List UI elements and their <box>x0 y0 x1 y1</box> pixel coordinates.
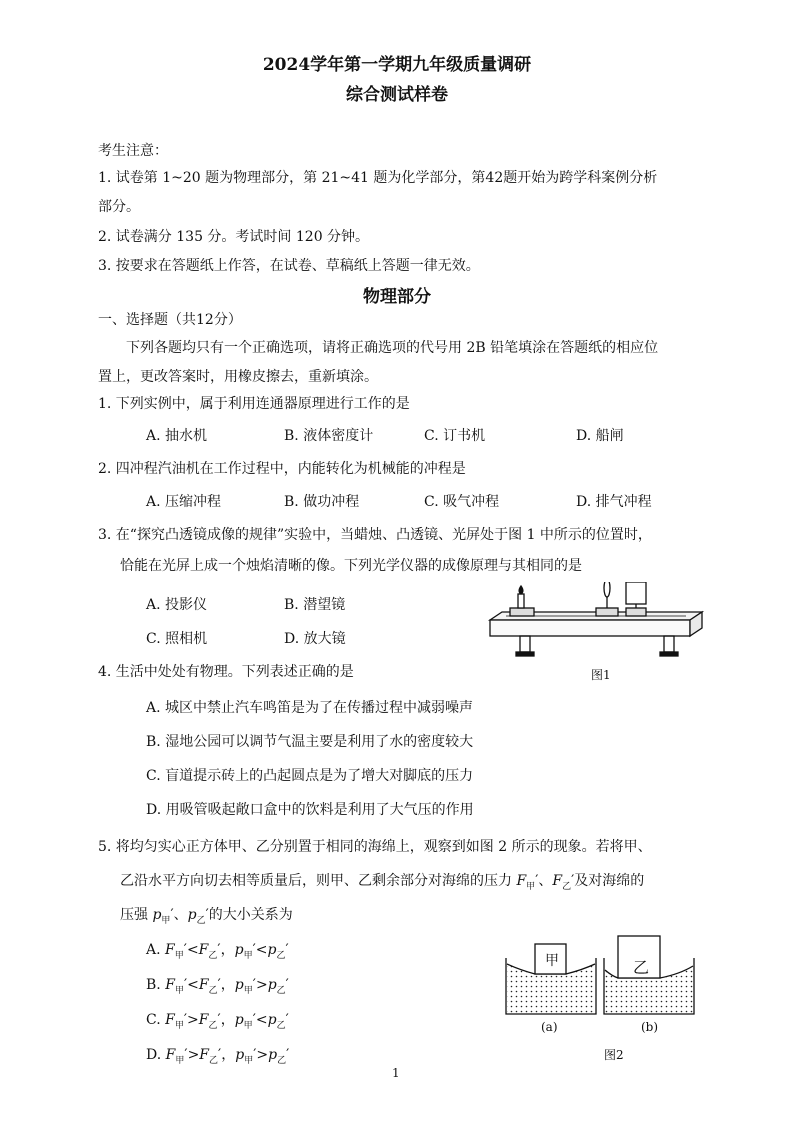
question-2-stem: 2. 四冲程汽油机在工作过程中，内能转化为机械能的冲程是 <box>98 461 466 477</box>
figure-2-label-yi: 乙 <box>633 958 650 977</box>
notice-heading: 考生注意： <box>98 143 168 159</box>
question-1-stem: 1. 下列实例中，属于利用连通器原理进行工作的是 <box>98 396 410 412</box>
question-5-stem-cont-2: 压强 $p_甲'$、$p_乙'$的大小关系为 <box>120 907 293 926</box>
notice-item-1-cont: 部分。 <box>98 199 140 215</box>
question-5-option-c: C. $F_甲'>F_乙'$，$p_甲'<p_乙'$ <box>146 1012 289 1031</box>
question-4-option-c: C. 盲道提示砖上的凸起圆点是为了增大对脚底的压力 <box>146 768 474 784</box>
figure-2-sponges <box>500 930 700 1020</box>
exam-subtitle: 综合测试样卷 <box>346 85 448 105</box>
figure-2-sub-b: (b) <box>641 1020 659 1034</box>
notice-item-2: 2. 试卷满分 135 分。考试时间 120 分钟。 <box>98 229 370 245</box>
figure-1-optical-bench <box>486 582 716 664</box>
question-4-option-d: D. 用吸管吸起敞口盒中的饮料是利用了大气压的作用 <box>146 802 474 818</box>
question-4-option-a: A. 城区中禁止汽车鸣笛是为了在传播过程中减弱噪声 <box>146 700 474 716</box>
part-heading: 一、选择题（共12分） <box>98 312 242 328</box>
figure-2-label-jia: 甲 <box>545 953 559 969</box>
figure-1-caption: 图1 <box>591 668 611 682</box>
question-3-option-a: A. 投影仪 <box>146 597 208 613</box>
question-1-option-d: D. 船闸 <box>576 428 624 444</box>
instructions: 下列各题均只有一个正确选项，请将正确选项的代号用 2B 铅笔填涂在答题纸的相应位 <box>126 340 659 356</box>
question-3-option-c: C. 照相机 <box>146 631 208 647</box>
instructions-cont: 置上，更改答案时，用橡皮擦去，重新填涂。 <box>98 369 378 385</box>
notice-item-3: 3. 按要求在答题纸上作答，在试卷、草稿纸上答题一律无效。 <box>98 258 480 274</box>
notice-item-1: 1. 试卷第 1~20 题为物理部分，第 21~41 题为化学部分，第42题开始为跨学科案例分析 <box>98 170 658 186</box>
question-2-option-b: B. 做功冲程 <box>284 494 360 510</box>
question-1-option-b: B. 液体密度计 <box>284 428 374 444</box>
question-2-option-d: D. 排气冲程 <box>576 494 652 510</box>
question-5-option-d: D. $F_甲'>F_乙'$，$p_甲'>p_乙'$ <box>146 1047 290 1066</box>
question-4-option-b: B. 湿地公园可以调节气温主要是利用了水的密度较大 <box>146 734 474 750</box>
figure-2-sub-a: (a) <box>541 1020 558 1034</box>
question-3-stem-cont: 恰能在光屏上成一个烛焰清晰的像。下列光学仪器的成像原理与其相同的是 <box>120 558 582 574</box>
question-1-option-a: A. 抽水机 <box>146 428 208 444</box>
question-5-stem: 5. 将均匀实心正方体甲、乙分别置于相同的海绵上，观察到如图 2 所示的现象。若将甲、 <box>98 839 652 855</box>
page-number: 1 <box>392 1066 400 1080</box>
question-5-option-a: A. $F_甲'<F_乙'$，$p_甲'<p_乙'$ <box>146 942 289 961</box>
question-3-option-b: B. 潜望镜 <box>284 597 346 613</box>
question-3-stem: 3. 在“探究凸透镜成像的规律”实验中，当蜡烛、凸透镜、光屏处于图 1 中所示的位置时， <box>98 527 652 543</box>
question-2-option-c: C. 吸气冲程 <box>424 494 500 510</box>
question-1-option-c: C. 订书机 <box>424 428 486 444</box>
figure-2-caption: 图2 <box>604 1048 624 1062</box>
question-2-option-a: A. 压缩冲程 <box>146 494 222 510</box>
question-3-option-d: D. 放大镜 <box>284 631 346 647</box>
question-5-stem-cont: 乙沿水平方向切去相等质量后，则甲、乙剩余部分对海绵的压力 $F_甲'$、$F_乙'$及对海绵的 <box>120 873 645 892</box>
question-4-stem: 4. 生活中处处有物理。下列表述正确的是 <box>98 664 354 680</box>
exam-title: 2024学年第一学期九年级质量调研 <box>262 55 532 75</box>
question-5-option-b: B. $F_甲'<F_乙'$，$p_甲'>p_乙'$ <box>146 977 289 996</box>
section-title: 物理部分 <box>363 287 431 307</box>
